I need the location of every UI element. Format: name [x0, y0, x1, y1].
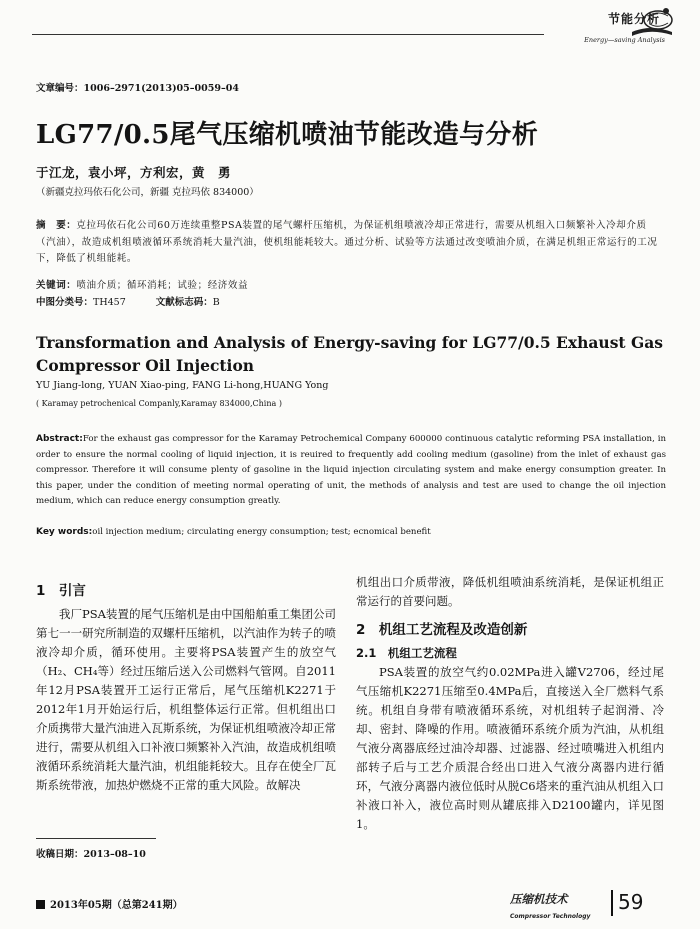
- authors-en: YU Jiang-long, YUAN Xiao-ping, FANG Li-hong,HUANG Yong: [36, 380, 329, 391]
- abstract-en: [36, 432, 666, 510]
- title-en: Transformation and Analysis of Energy-saving for LG77/0.5 Exhaust Gas Compressor Oil Injection: [36, 333, 663, 375]
- page-number: 59: [618, 890, 644, 914]
- header-illustration-icon: [628, 2, 676, 42]
- footer-square-icon: [36, 900, 45, 909]
- section-2-heading: 2 机组工艺流程及改造创新: [356, 622, 528, 638]
- section-label-en: Energy—saving Analysis: [584, 36, 665, 44]
- keywords-en-text: oil injection medium; circulating energy consumption; test; ecnomical benefit: [92, 527, 431, 537]
- section-label: 节能分析: [607, 12, 660, 26]
- journal-name-en: Compressor Technology: [510, 913, 591, 920]
- footnote-rule: [36, 838, 156, 839]
- keywords-en: [36, 527, 666, 537]
- doc-code-value: B: [212, 297, 220, 308]
- footer-divider: [611, 890, 613, 916]
- authors-cn: 于江龙，袁小坪，方利宏，黄 勇: [36, 165, 232, 180]
- abstract-cn-label: 摘 要：: [36, 220, 77, 231]
- header-rule: [32, 34, 544, 35]
- doc-code-label: 文献标志码：: [155, 297, 213, 308]
- abstract-en-text: For the exhaust gas compressor for the Karamay Petrochemical Company 600000 continuous catalytic reforming PSA installation, in order to ensure the normal cooling of liquid injection, it is reuired to frequently add cooling medium (gasoline) from the inlet of exhaust gas compressor. Therefore it will consume plenty of gasoline in the liquid injection circulating system and make energy consumption greater. In this paper, under the condition of meeting normal operating of unit, the methods of analysis and test are used to change the oil injection medium, which can reduce energy consumption greatly.: [36, 434, 666, 506]
- section-1-heading: 1 引言: [36, 583, 86, 599]
- abstract-cn: [36, 218, 666, 268]
- section-2-1-heading: 2.1 机组工艺流程: [356, 646, 457, 660]
- body-column-left: [36, 580, 336, 795]
- journal-name: 压缩机技术: [510, 892, 568, 906]
- journal-logo: [510, 891, 590, 921]
- article-number: 文章编号：1006–2971(2013)05–0059–04: [36, 83, 239, 94]
- clc-label: 中图分类号：: [36, 297, 94, 308]
- keywords-en-label: Key words:: [36, 527, 93, 537]
- received-date: 收稿日期：2013–08–10: [36, 849, 146, 860]
- clc-value: TH457: [93, 297, 126, 308]
- issue-info: 2013年05期（总第241期）: [50, 900, 183, 911]
- page-title: LG77/0.5尾气压缩机喷油节能改造与分析: [36, 120, 538, 150]
- affiliation-cn: （新疆克拉玛依石化公司，新疆 克拉玛依 834000）: [36, 187, 259, 198]
- abstract-cn-text: 克拉玛依石化公司60万连续重整PSA装置的尾气螺杆压缩机，为保证机组喷液冷却正常进行，需要从机组入口频繁补入冷却介质（汽油），故造成机组喷液循环系统消耗大量汽油，使机组能耗较大。通过分析、试验等方法通过改变喷油介质，在满足机组正常运行的工况下，降低了机组能耗。: [36, 220, 658, 264]
- abstract-en-label: Abstract:: [36, 434, 83, 444]
- section-1-continued: 机组出口介质带液，降低机组喷油系统消耗，是保证机组正常运行的首要问题。: [356, 575, 664, 608]
- section-2-1-text: PSA装置的放空气约0.02MPa进入罐V2706，经过尾气压缩机K2271压缩至0.4MPa后，直接送入全厂燃料气系统。机组自身带有喷液循环系统，对机组转子起润滑、冷却、密封、降噪的作用。喷液循环系统介质为汽油，从机组气液分离器底经过油冷却器、过滤器、经过喷嘴进入机组内部转子后与工艺介质混合经出口进入气液分离器内进行循环，气液分离器内液位低时从脱C6塔来的重汽油从机组入口补液口补入，液位高时则从罐底排入D2100罐内，详见图1。: [356, 665, 664, 831]
- classification: [36, 294, 220, 308]
- keywords-cn-label: 关键词：: [36, 280, 77, 291]
- keywords-cn-text: 喷油介质；循环消耗；试验；经济效益: [76, 280, 249, 291]
- affiliation-en: ( Karamay petrochenical Companly,Karamay 834000,China ): [36, 399, 282, 408]
- body-column-right: [356, 573, 664, 834]
- section-1-text: 我厂PSA装置的尾气压缩机是由中国船舶重工集团公司第七一一研究所制造的双螺杆压缩机，以汽油作为转子的喷液冷却介质，循环使用。主要将PSA装置产生的放空气（H₂、CH₄等）经过压缩后送入公司燃料气管网。自2011年12月PSA装置开工运行正常后，尾气压缩机K2271于2012年1月开始运行后，机组整体运行正常。但机组出口介质携带大量汽油进入瓦斯系统，为保证机组喷液冷却正常进行，需要从机组入口补液口频繁补入汽油，故造成机组喷液循环系统消耗大量汽油，机组能耗较大。且存在使全厂瓦斯系统带液，加热炉燃烧不正常的重大风险。故解决: [36, 607, 336, 792]
- keywords-cn: [36, 277, 248, 291]
